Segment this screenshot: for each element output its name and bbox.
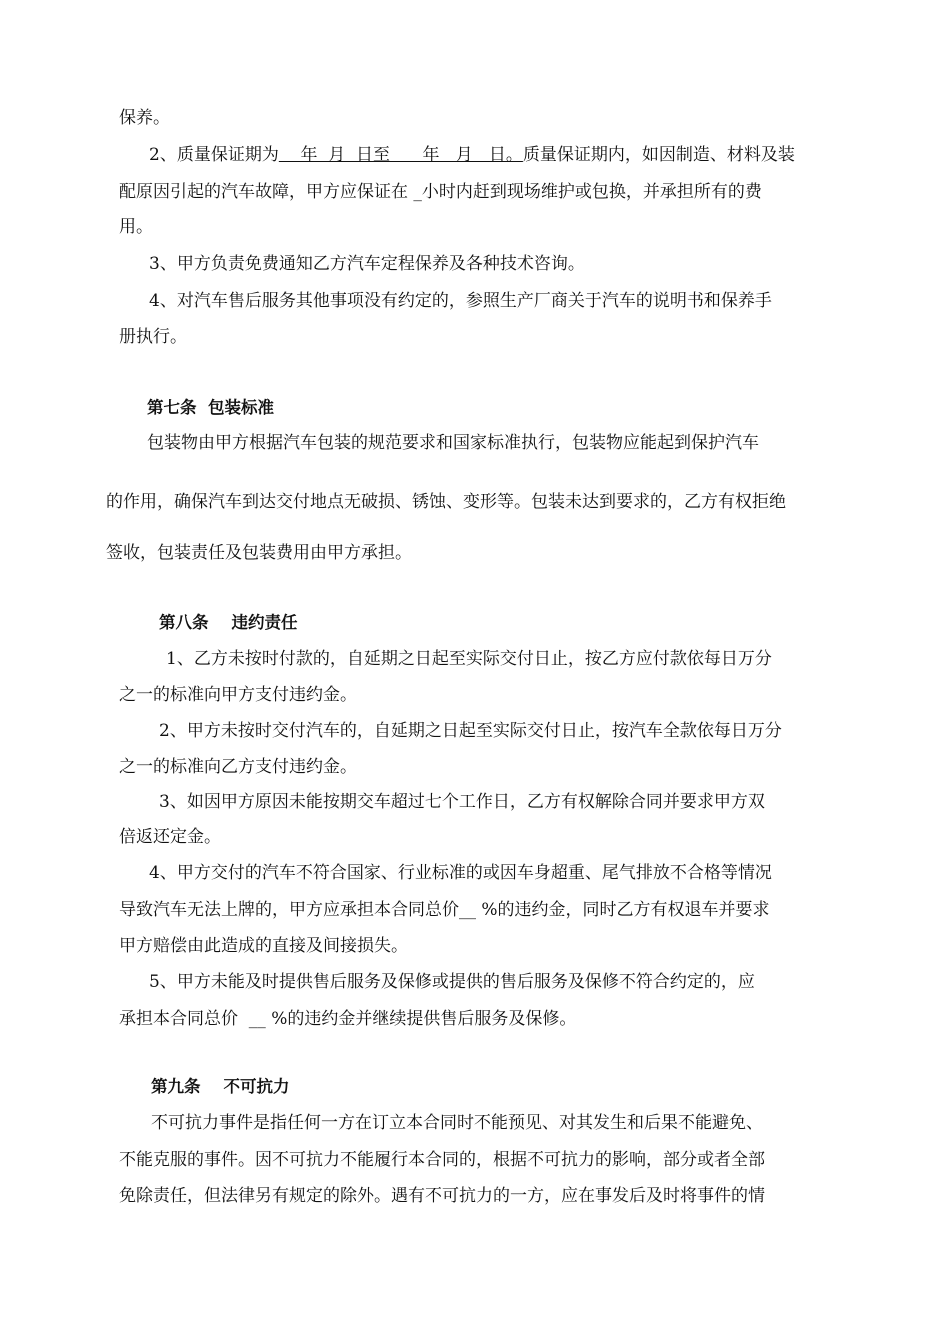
paragraph-line: 承担本合同总价 __ %的违约金并继续提供售后服务及保修。 (119, 1009, 577, 1029)
section-9-heading: 第九条 不可抗力 (151, 1077, 290, 1096)
paragraph-line: 之一的标准向乙方支付违约金。 (119, 757, 357, 777)
paragraph-line: 册执行。 (119, 327, 187, 347)
paragraph-line: 保养。 (119, 108, 170, 128)
clause-8-5: 5、甲方未能及时提供售后服务及保修或提供的售后服务及保修不符合约定的，应 (149, 972, 755, 992)
paragraph-line: 不可抗力事件是指任何一方在订立本合同时不能预见、对其发生和后果不能避免、 (151, 1113, 763, 1133)
paragraph-line: 包装物由甲方根据汽车包装的规范要求和国家标准执行，包装物应能起到保护汽车 (147, 433, 759, 453)
clause-text: 2、质量保证期为 (149, 145, 279, 165)
warranty-period-blank: 年 月 日至 年 月 日。 (278, 145, 523, 165)
paragraph-line: 的作用，确保汽车到达交付地点无破损、锈蚀、变形等。包装未达到要求的，乙方有权拒绝 (106, 492, 786, 512)
paragraph-line: 甲方赔偿由此造成的直接及间接损失。 (119, 936, 408, 956)
clause-6-4: 4、对汽车售后服务其他事项没有约定的，参照生产厂商关于汽车的说明书和保养手 (149, 291, 772, 311)
paragraph-line: 不能克服的事件。因不可抗力不能履行本合同的，根据不可抗力的影响，部分或者全部 (119, 1150, 765, 1170)
clause-6-2 (149, 144, 795, 166)
paragraph-line: 配原因引起的汽车故障，甲方应保证在 _小时内赶到现场维护或包换，并承担所有的费 (119, 182, 762, 202)
clause-8-2: 2、甲方未按时交付汽车的，自延期之日起至实际交付日止，按汽车全款依每日万分 (159, 721, 782, 741)
section-8-heading: 第八条 违约责任 (159, 613, 298, 632)
paragraph-line: 之一的标准向甲方支付违约金。 (119, 685, 357, 705)
paragraph-line: 倍返还定金。 (119, 827, 221, 847)
paragraph-line: 导致汽车无法上牌的，甲方应承担本合同总价__ %的违约金，同时乙方有权退车并要求 (119, 900, 770, 920)
clause-8-1: 1、乙方未按时付款的，自延期之日起至实际交付日止，按乙方应付款依每日万分 (166, 649, 772, 669)
clause-8-4: 4、甲方交付的汽车不符合国家、行业标准的或因车身超重、尾气排放不合格等情况 (149, 863, 772, 883)
clause-8-3: 3、如因甲方原因未能按期交车超过七个工作日，乙方有权解除合同并要求甲方双 (159, 792, 765, 812)
clause-text: 质量保证期内，如因制造、材料及装 (522, 145, 795, 165)
paragraph-line: 签收，包装责任及包装费用由甲方承担。 (106, 543, 412, 563)
clause-6-3: 3、甲方负责免费通知乙方汽车定程保养及各种技术咨询。 (149, 254, 585, 274)
section-7-heading: 第七条 包装标准 (147, 398, 274, 417)
paragraph-line: 用。 (119, 217, 153, 237)
paragraph-line: 免除责任，但法律另有规定的除外。遇有不可抗力的一方，应在事发后及时将事件的情 (119, 1186, 765, 1206)
